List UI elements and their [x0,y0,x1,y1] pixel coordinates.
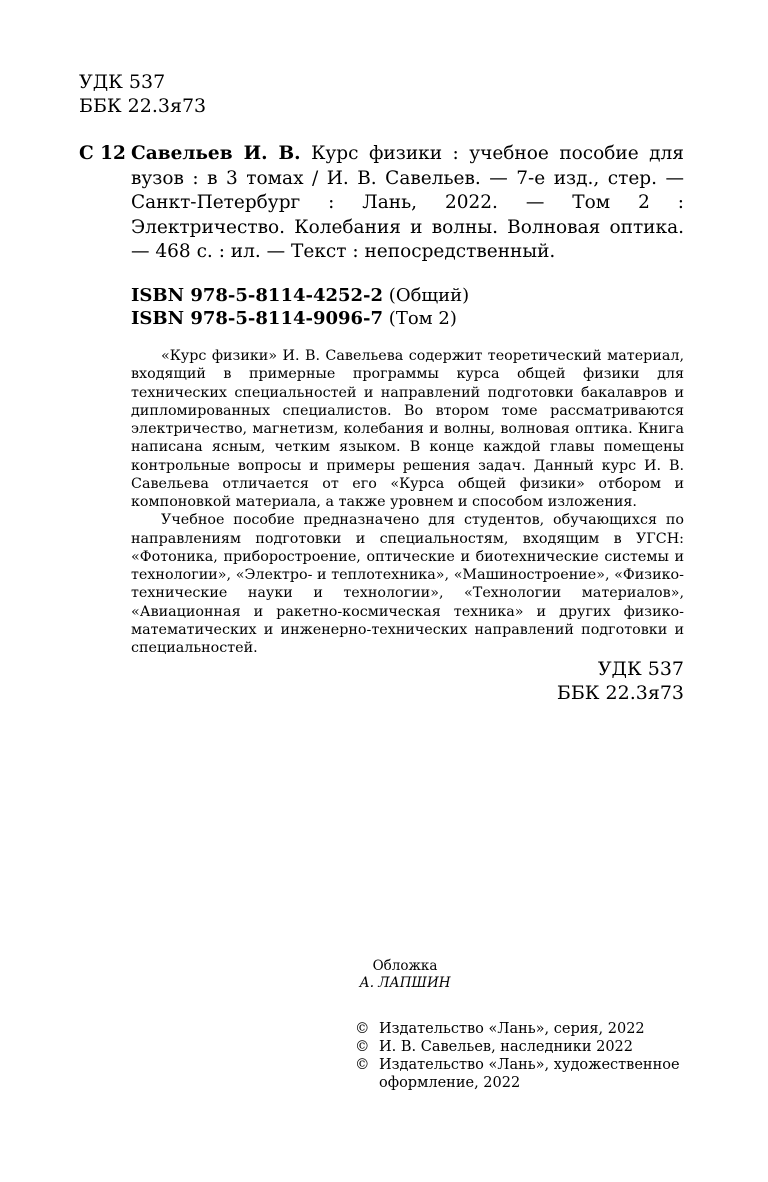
copyright-text: Издательство «Лань», серия, 2022 [379,1021,645,1037]
copyright-icon: © [355,1039,370,1055]
description-text: Курс физики : учебное пособие для вузов : в 3 томах / И. В. Савельев. — 7-е изд., стер. — Санкт-Петербург : Лань, 2022. — Том 2 : Электричество. Колебания и волны. Волновая оптика. — 468 с. : ил. — Текст : непосредственный. [131,143,684,262]
catalog-entry [79,142,684,265]
udk-code: УДК 537 [597,658,684,680]
isbn-line [131,307,469,330]
annotation [131,347,684,657]
copyright-line [355,1038,690,1056]
annotation-paragraph: Учебное пособие предназначено для студентов, обучающихся по направлениям подготовки и специальностям, входящим в УГСН: «Фотоника, приборостроение, оптические и биотехнические системы и технологии», «Электро- и теплотехника», «Машиностроение», «Физико-технические науки и технологии», «Технологии материалов», «Авиационная и ракетно-космическая техника» и других физико-математических и инженерно-технических направлений подготовки и специальностей. [131,512,684,656]
cover-credits [340,958,470,992]
isbn-block [131,284,469,330]
copyright-icon: © [355,1021,370,1037]
copyright-text: Издательство «Лань», художественное оформление, 2022 [379,1057,680,1091]
isbn-note: (Общий) [388,285,470,306]
copyright-icon: © [355,1057,370,1073]
copyright-line [355,1056,690,1092]
copyright-block [355,1020,690,1092]
cover-artist: А. ЛАПШИН [359,975,451,991]
classification-codes-top [79,70,206,118]
bbk-code: ББК 22.3я73 [556,682,684,704]
isbn-number: ISBN 978-5-8114-9096-7 [131,308,384,329]
author-name: Савельев И. В. [131,143,301,164]
isbn-number: ISBN 978-5-8114-4252-2 [131,285,384,306]
bibliographic-description [131,142,684,265]
classification-codes-bottom [0,657,684,705]
isbn-line [131,284,469,307]
cover-label: Обложка [372,958,438,974]
udk-code: УДК 537 [79,71,166,93]
isbn-note: (Том 2) [388,308,457,329]
bbk-code: ББК 22.3я73 [79,95,207,117]
copyright-text: И. В. Савельев, наследники 2022 [379,1039,634,1055]
author-sign: С 12 [79,143,126,164]
annotation-paragraph: «Курс физики» И. В. Савельева содержит теоретический материал, входящий в примерные программы курса общей физики для технических специальностей и направлений подготовки бакалавров и дипломированных специалистов. Во втором томе рассматриваются электричество, магнетизм, колебания и волны, волновая оптика. Книга написана ясным, четким языком. В конце каждой главы помещены контрольные вопросы и примеры решения задач. Данный курс И. В. Савельева отличается от его «Курса общей физики» отбором и компоновкой материала, а также уровнем и способом изложения. [131,348,684,510]
copyright-line [355,1020,690,1038]
